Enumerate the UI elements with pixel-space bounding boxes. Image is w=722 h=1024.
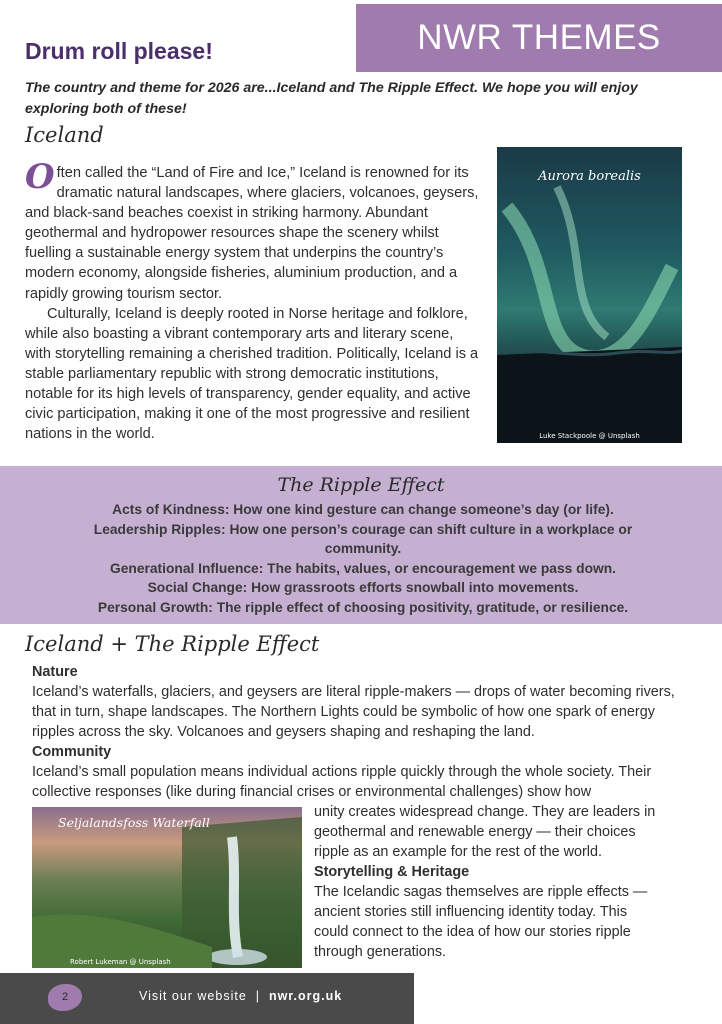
combo-heading: Iceland + The Ripple Effect — [25, 632, 320, 656]
footer-site — [139, 989, 342, 1003]
waterfall-image — [32, 807, 302, 968]
footer-label: Visit our website — [139, 989, 247, 1003]
ripple-list — [70, 500, 656, 618]
footer-separator: | — [255, 989, 260, 1003]
nature-text: Iceland’s waterfalls, glaciers, and geysers are literal ripple-makers — drops of water becoming rivers, that in turn, shape landscapes. The Northern Lights could be symbolic of how one spark of energy ripples across the sky. Volcanoes and geysers shaping and reshaping the land. — [32, 684, 675, 741]
community-text: Iceland’s small population means individual actions ripple quickly through the whole society. Their collective responses (like during financial crises or environmental challenges) show how — [32, 764, 652, 801]
intro-text: The country and theme for 2026 are...Iceland and The Ripple Effect. We hope you will enjoy exploring both of these! — [25, 80, 638, 117]
community-heading: Community — [32, 744, 112, 760]
iceland-body — [25, 157, 483, 444]
ripple-item: Generational Influence: The habits, values, or encouragement we pass down. — [109, 560, 616, 576]
iceland-heading: Iceland — [25, 123, 104, 147]
ripple-item: Personal Growth: The ripple effect of choosing positivity, gratitude, or resilience. — [97, 599, 629, 615]
section-banner: NWR THEMES — [356, 4, 722, 72]
drop-cap: O — [25, 157, 55, 197]
aurora-caption: Aurora borealis — [538, 169, 641, 184]
aurora-credit: Luke Stackpoole @ Unsplash — [539, 432, 640, 440]
ripple-heading: The Ripple Effect — [277, 474, 445, 496]
ripple-item: Leadership Ripples: How one person’s courage can shift culture in a workplace or community. — [93, 521, 633, 557]
waterfall-credit: Robert Lukeman @ Unsplash — [70, 958, 171, 966]
story-text: The Icelandic sagas themselves are ripple effects — ancient stories still influencing identity today. This could connect to the idea of how our stories ripple through generations. — [314, 884, 648, 961]
story-heading: Storytelling & Heritage — [314, 864, 470, 880]
page-number: 2 — [48, 984, 82, 1011]
community-text-cont: unity creates widespread change. They are leaders in geothermal and renewable energy — their choices ripple as an example for the rest of the world. — [314, 804, 656, 861]
page-title: Drum roll please! — [25, 38, 213, 64]
waterfall-caption: Seljalandsfoss Waterfall — [58, 815, 210, 830]
nature-heading: Nature — [32, 664, 78, 680]
footer-bar — [0, 973, 414, 1024]
aurora-image — [497, 147, 682, 443]
ripple-item: Social Change: How grassroots efforts snowball into movements. — [147, 580, 579, 596]
iceland-para-2: Culturally, Iceland is deeply rooted in Norse heritage and folklore, while also boasting a vibrant contemporary arts and literary scene, with storytelling remaining a cherished tradition. Politically, Iceland is a stable parliamentary republic with strong democratic institutions, notable for its high levels of transparency, gender equality, and active civic participation, making it one of the most progressive and resilient nations in the world. — [25, 305, 479, 443]
iceland-para-1: ften called the “Land of Fire and Ice,” Iceland is renowned for its dramatic natural landscapes, where glaciers, volcanoes, geysers, and black-sand beaches coexist in striking harmony. Abundant geothermal and hydropower resources shape the scenery whilst fuelling a sustainable energy system that underpins the country’s modern economy, alongside fisheries, aluminium production, and a rapidly growing tourism sector. — [25, 165, 479, 302]
ripple-item: Acts of Kindness: How one kind gesture can change someone’s day (or life). — [112, 502, 614, 517]
aurora-photo — [497, 147, 682, 443]
waterfall-photo — [32, 807, 302, 968]
website-link[interactable]: nwr.org.uk — [268, 989, 343, 1003]
